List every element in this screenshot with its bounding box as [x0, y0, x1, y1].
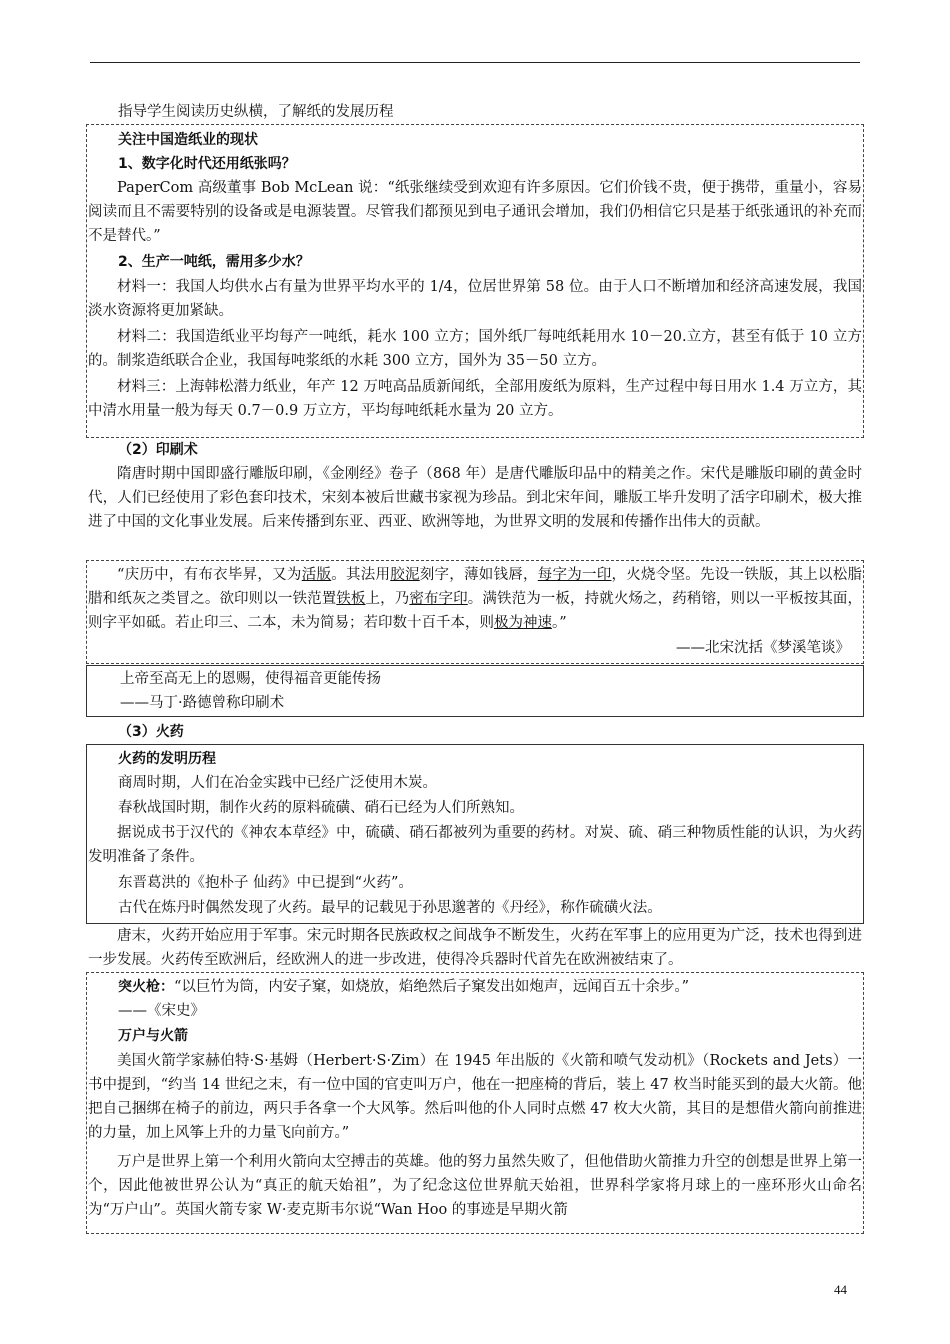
- term-mibuziyin: 密布字印: [409, 591, 468, 607]
- term-meiziweiyiyin: 每字为一印: [537, 567, 612, 583]
- term-huoban: 活版: [301, 567, 332, 583]
- tuhuoqiang-quote: 突火枪：“以巨竹为筒，内安子窠，如烧放，焰绝然后子窠发出如炮声，远闻百五十余步。”: [118, 979, 690, 995]
- luther-source: ——马丁·路德曾称印刷术: [120, 695, 285, 711]
- material-3: 材料三：上海韩松潜力纸业，年产 12 万吨高品质新闻纸，全部用废纸为原料，生产过程中每日用水 1.4 万立方，其中清水用量一般为每天 0.7－0.9 万立方，平均每吨纸耗水量为 20 立方。: [88, 379, 862, 419]
- gunpowder-line-2: 春秋战国时期，制作火药的原料硫磺、硝石已经为人们所熟知。: [118, 800, 524, 816]
- material-2: 材料二：我国造纸业平均每产一吨纸，耗水 100 立方；国外纸厂每吨纸耗用水 10－20.立方，甚至有低于 10 立方的。制浆造纸联合企业，我国每吨浆纸的水耗 300 立方，国外为 35－50 立方。: [88, 329, 862, 369]
- paper-box-title: 关注中国造纸业的现状: [118, 132, 258, 148]
- gunpowder-line-1: 商周时期，人们在冶金实践中已经广泛使用木炭。: [118, 775, 437, 791]
- tuhuoqiang-source: ——《宋史》: [118, 1003, 205, 1019]
- gunpowder-line-5: 古代在炼丹时偶然发现了火药。最早的记载见于孙思邈著的《丹经》，称作硫磺火法。: [118, 900, 662, 916]
- question-2: 2、生产一吨纸，需用多少水？: [118, 254, 310, 270]
- printing-paragraph: 隋唐时期中国即盛行雕版印刷，《金刚经》卷子（868 年）是唐代雕版印品中的精美之作。宋代是雕版印刷的黄金时代，人们已经使用了彩色套印技术，宋刻本被后世藏书家视为珍品。到北宋年间，雕版工毕升发明了活字印刷术，极大推进了中国的文化事业发展。后来传播到东亚、西亚、欧洲等地，为世界文明的发展和传播作出伟大的贡献。: [88, 466, 862, 530]
- question-1: 1、数字化时代还用纸张吗？: [118, 156, 296, 172]
- guide-text: 指导学生阅读历史纵横，了解纸的发展历程: [118, 104, 394, 120]
- page-number: 44: [834, 1282, 847, 1297]
- gunpowder-line-3: 据说成书于汉代的《神农本草经》中，硫磺、硝石都被列为重要的药材。对炭、硫、硝三种物质性能的认识，为火药发明准备了条件。: [88, 825, 862, 865]
- header-rule: [90, 62, 860, 63]
- wanhu-paragraph-1: 美国火箭学家赫伯特·S·基姆（Herbert·S·Zim）在 1945 年出版的《火箭和喷气发动机》（Rockets and Jets）一书中提到，“约当 14 世纪之末，有一位中国的官吏叫万户，他在一把座椅的背后，装上 47 枚当时能买到的最大火箭。他把自己捆绑在椅子的前边，两只手各拿一个大风筝。然后叫他的仆人同时点燃 47 枚大火箭，其目的是想借火箭向前推进的力量，加上风筝上升的力量飞向前方。”: [88, 1053, 862, 1141]
- wanhu-title: 万户与火箭: [118, 1028, 188, 1044]
- gunpowder-paragraph: 唐末，火药开始应用于军事。宋元时期各民族政权之间战争不断发生，火药在军事上的应用更为广泛，技术也得到进一步发展。火药传至欧洲后，经欧洲人的进一步改进，使得冷兵器时代首先在欧洲被结束了。: [88, 928, 862, 968]
- material-1: 材料一：我国人均供水占有量为世界平均水平的 1/4，位居世界第 58 位。由于人口不断增加和经济高速发展，我国淡水资源将更加紧缺。: [88, 279, 862, 319]
- term-jiaoni: 胶泥: [390, 567, 420, 583]
- gunpowder-box-title: 火药的发明历程: [118, 751, 216, 767]
- question-1-text: PaperCom 高级董事 Bob McLean 说：“纸张继续受到欢迎有许多原因。它们价钱不贵，便于携带，重量小，容易阅读而且不需要特别的设备或是电源装置。尽管我们都预见到电子通讯会增加，我们仍相信它只是基于纸张通讯的补充而不是替代。”: [88, 180, 862, 244]
- term-tieban: 铁板: [336, 591, 366, 607]
- term-jiweishensu: 极为神速: [494, 615, 552, 631]
- printing-heading: （2）印刷术: [118, 442, 198, 458]
- tuhuoqiang-label: 突火枪：: [118, 979, 174, 995]
- gunpowder-line-4: 东晋葛洪的《抱朴子 仙药》中已提到“火药”。: [118, 875, 413, 891]
- wanhu-paragraph-2: 万户是世界上第一个利用火箭向太空搏击的英雄。他的努力虽然失败了，但他借助火箭推力升空的创想是世界上第一个，因此他被世界公认为“真正的航天始祖”，为了纪念这位世界航天始祖，世界科学家将月球上的一座环形火山命名为“万户山”。英国火箭专家 W·麦克斯韦尔说“Wan Hoo 的事迹是早期火箭: [88, 1154, 862, 1218]
- mengxi-quote: “庆历中，有布衣毕昇，又为活版。其法用胶泥刻字，薄如钱唇，每字为一印，火烧令坚。先设一铁版，其上以松脂腊和纸灰之类冒之。欲印则以一铁范置铁板上，乃密布字印。满铁范为一板，持就火炀之，药稍镕，则以一平板按其面，则字平如砥。若止印三、二本，未为简易；若印数十百千本，则极为神速。”: [88, 567, 863, 631]
- gunpowder-heading: （3）火药: [118, 724, 184, 740]
- luther-quote: 上帝至高无上的恩赐，使得福音更能传扬: [120, 671, 381, 687]
- mengxi-source: ——北宋沈括《梦溪笔谈》: [676, 640, 850, 656]
